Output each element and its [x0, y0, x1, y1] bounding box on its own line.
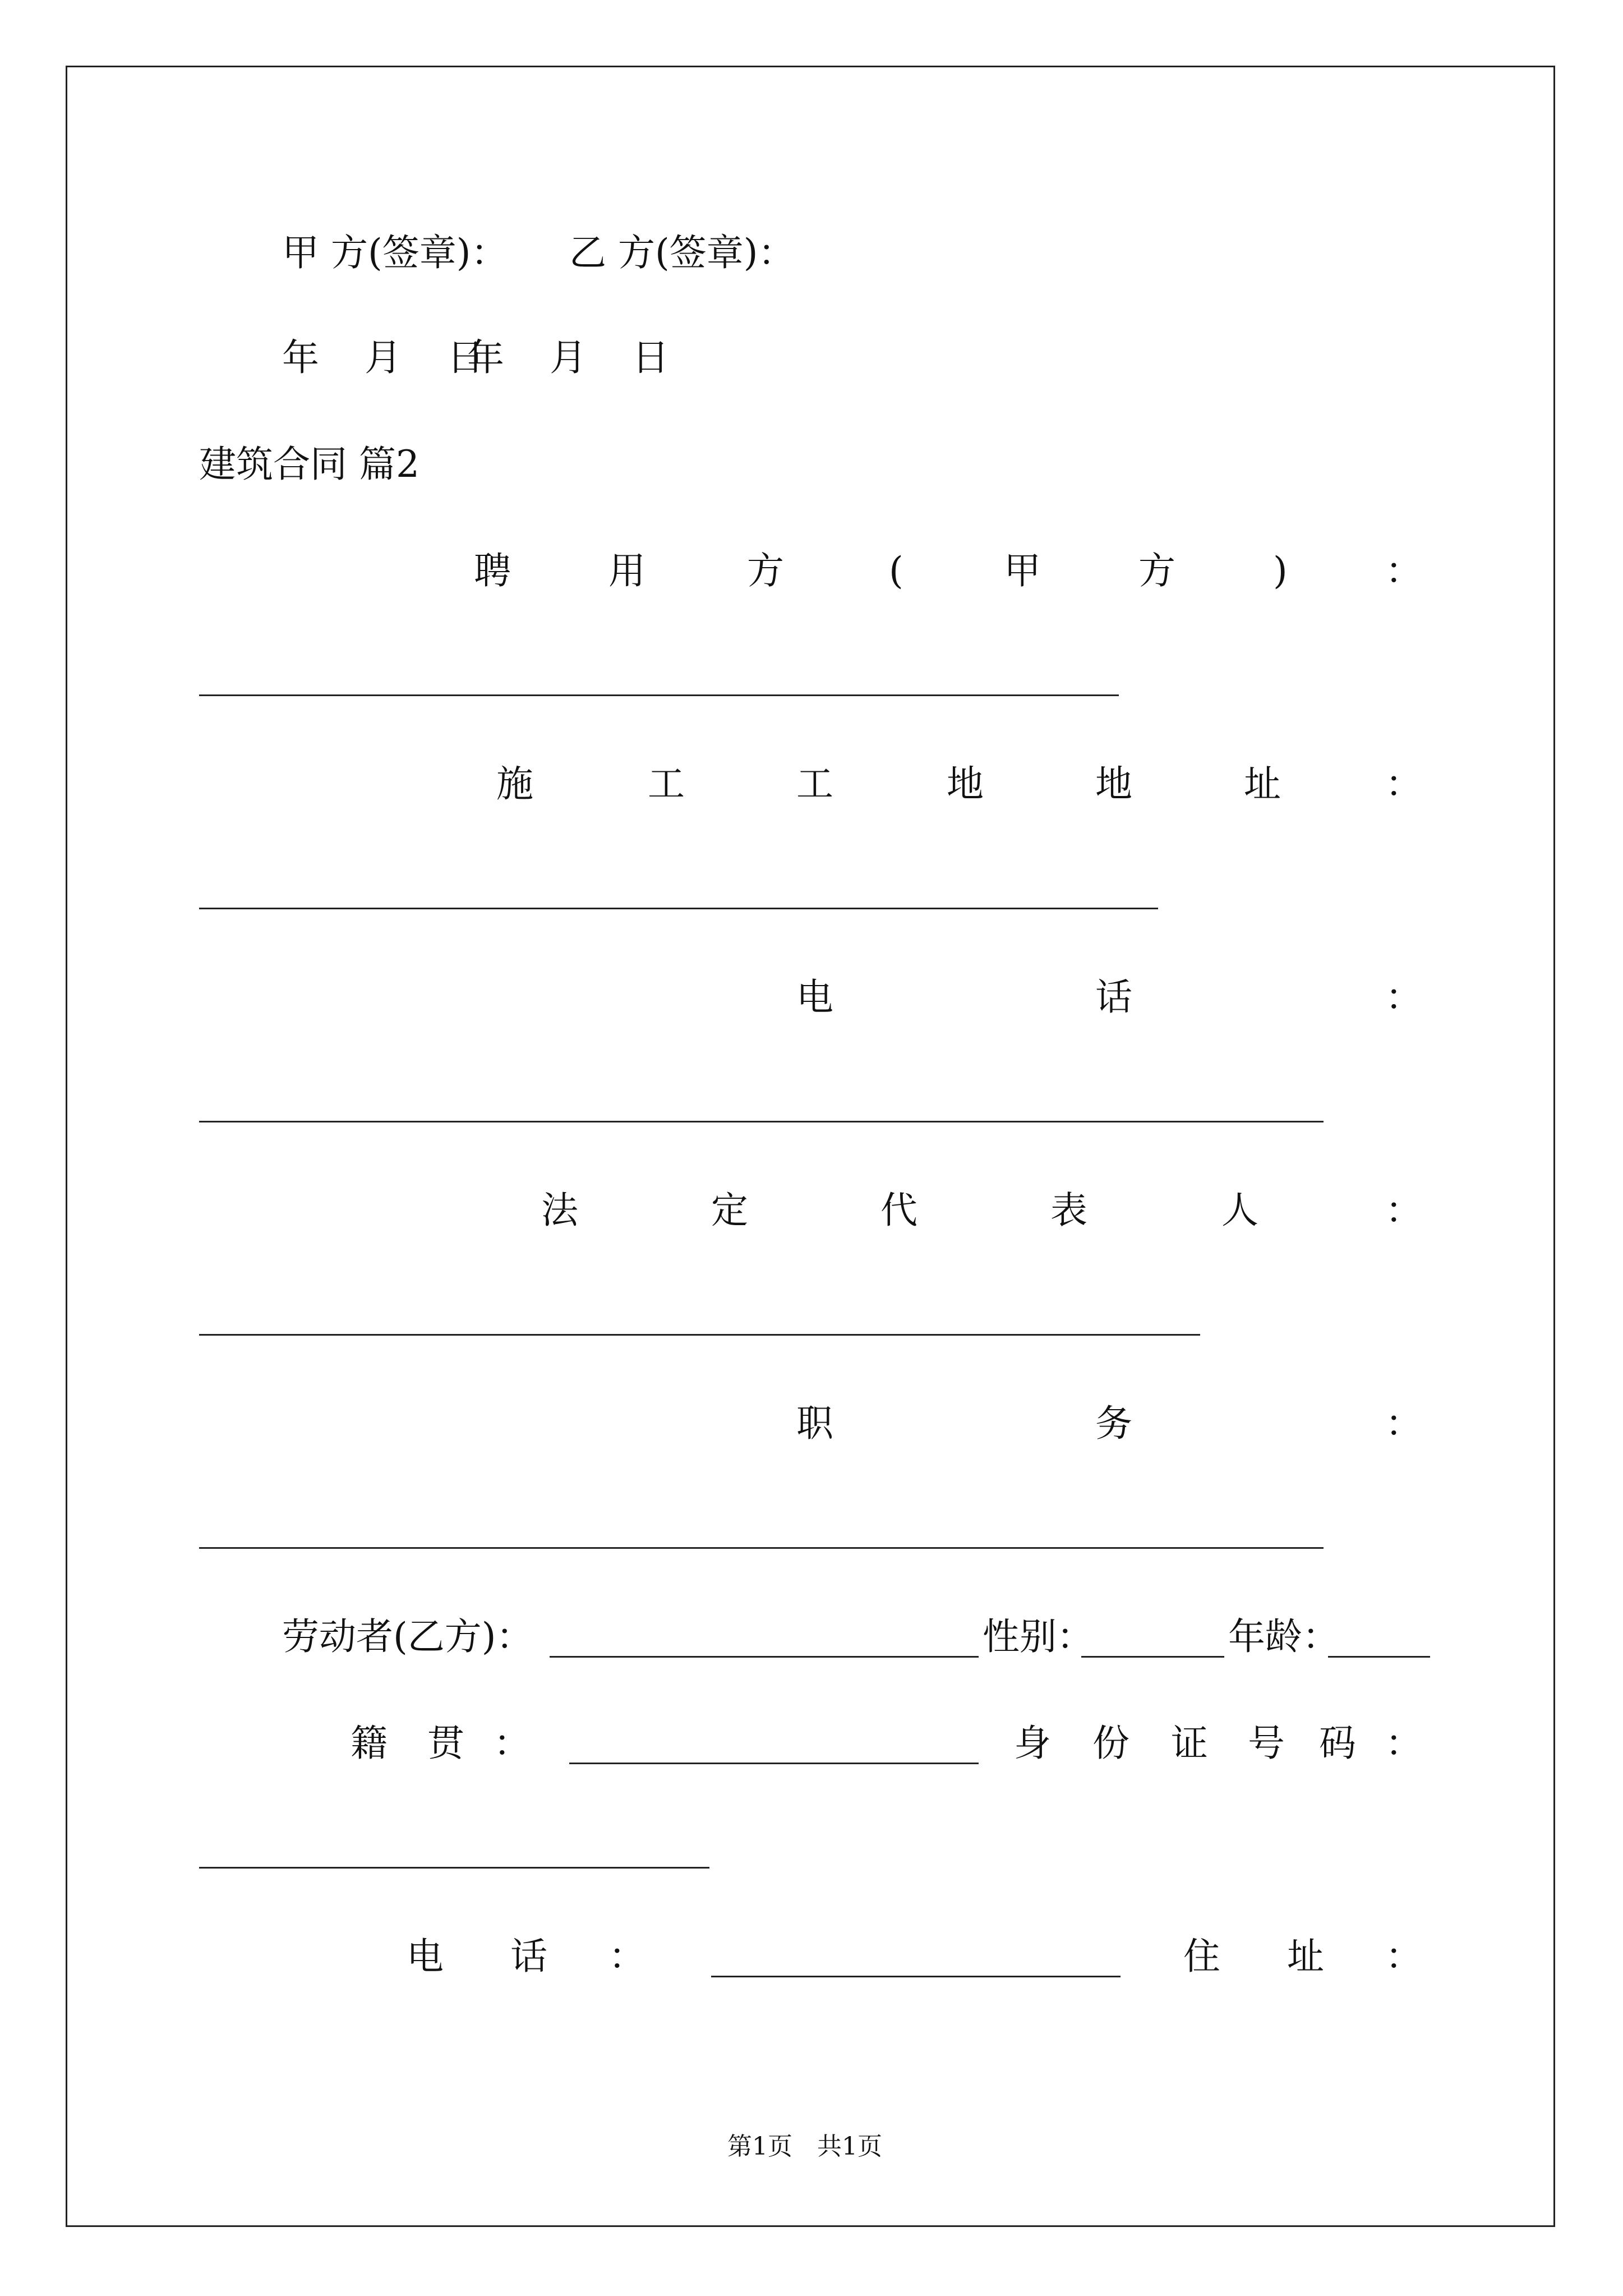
site-address-label-char: 地 [947, 762, 984, 806]
site-address-label-char: 工 [648, 762, 685, 806]
page-number: 第1页 共1页 [727, 2132, 882, 2161]
id-number-label-char: 码 [1319, 1722, 1356, 1765]
id-number-label-char: 号 [1248, 1722, 1285, 1765]
id-number-fill-line [199, 1867, 709, 1869]
age-fill-line [1328, 1656, 1430, 1658]
origin-label-char: 贯 [427, 1722, 464, 1765]
employer-label-char: ) [1273, 549, 1288, 592]
party-a-signature-label: 甲 方(签章)： [282, 231, 508, 274]
site-address-label-char: 地 [1095, 762, 1132, 806]
phone-colon: ： [1385, 976, 1422, 1019]
worker-address-label-char: 住 [1183, 1935, 1220, 1978]
worker-name-fill-line [550, 1656, 979, 1658]
site-address-label-char: 施 [496, 762, 533, 806]
origin-colon: ： [494, 1722, 531, 1765]
age-label: 年龄： [1228, 1615, 1339, 1658]
worker-phone-label-char: 电 [407, 1935, 444, 1978]
employer-fill-line [199, 694, 1119, 696]
legal-rep-label-char: 人 [1221, 1189, 1258, 1232]
legal-rep-colon: ： [1385, 1189, 1422, 1232]
site-address-fill-line [199, 908, 1158, 909]
site-address-label-char: 工 [796, 762, 833, 806]
party-a-date-label: 年 月 日 [282, 336, 501, 379]
worker-phone-label-char: 话 [510, 1935, 547, 1978]
phone-label-char: 电 [796, 976, 833, 1019]
employer-label-char: 甲 [1004, 549, 1041, 592]
position-fill-line [199, 1547, 1324, 1549]
id-number-label-char: 份 [1092, 1722, 1129, 1765]
party-b-signature-label: 乙 方(签章)： [569, 231, 795, 274]
employer-label-char: 聘 [474, 549, 511, 592]
legal-rep-fill-line [199, 1334, 1200, 1336]
gender-label: 性别： [983, 1615, 1094, 1658]
position-label-char: 职 [796, 1402, 833, 1445]
gender-fill-line [1081, 1656, 1224, 1658]
origin-fill-line [569, 1763, 979, 1764]
employer-label-char: 方 [1138, 549, 1175, 592]
id-number-label-char: 身 [1014, 1722, 1051, 1765]
site-address-colon: ： [1385, 762, 1422, 806]
employer-colon: ： [1385, 549, 1422, 592]
legal-rep-label-char: 定 [711, 1189, 748, 1232]
worker-phone-colon: ： [608, 1935, 645, 1978]
legal-rep-label-char: 法 [541, 1189, 578, 1232]
section-title: 建筑合同 篇2 [199, 443, 419, 486]
page-border [66, 66, 1555, 2227]
party-b-date-label: 年 月 日 [467, 336, 686, 379]
origin-label-char: 籍 [351, 1722, 388, 1765]
employer-label-char: 方 [747, 549, 784, 592]
worker-address-colon: ： [1385, 1935, 1422, 1978]
employer-label-char: 用 [608, 549, 645, 592]
worker-address-label-char: 址 [1287, 1935, 1324, 1978]
id-number-label-char: 证 [1171, 1722, 1208, 1765]
site-address-label-char: 址 [1244, 762, 1281, 806]
worker-label: 劳动者(乙方)： [282, 1615, 533, 1658]
phone-fill-line [199, 1121, 1324, 1122]
worker-phone-fill-line [711, 1976, 1121, 1977]
legal-rep-label-char: 代 [880, 1189, 917, 1232]
id-number-colon: ： [1385, 1722, 1422, 1765]
employer-label-char: ( [889, 549, 903, 592]
position-label-char: 务 [1095, 1402, 1132, 1445]
phone-label-char: 话 [1095, 976, 1132, 1019]
legal-rep-label-char: 表 [1050, 1189, 1087, 1232]
position-colon: ： [1385, 1402, 1422, 1445]
